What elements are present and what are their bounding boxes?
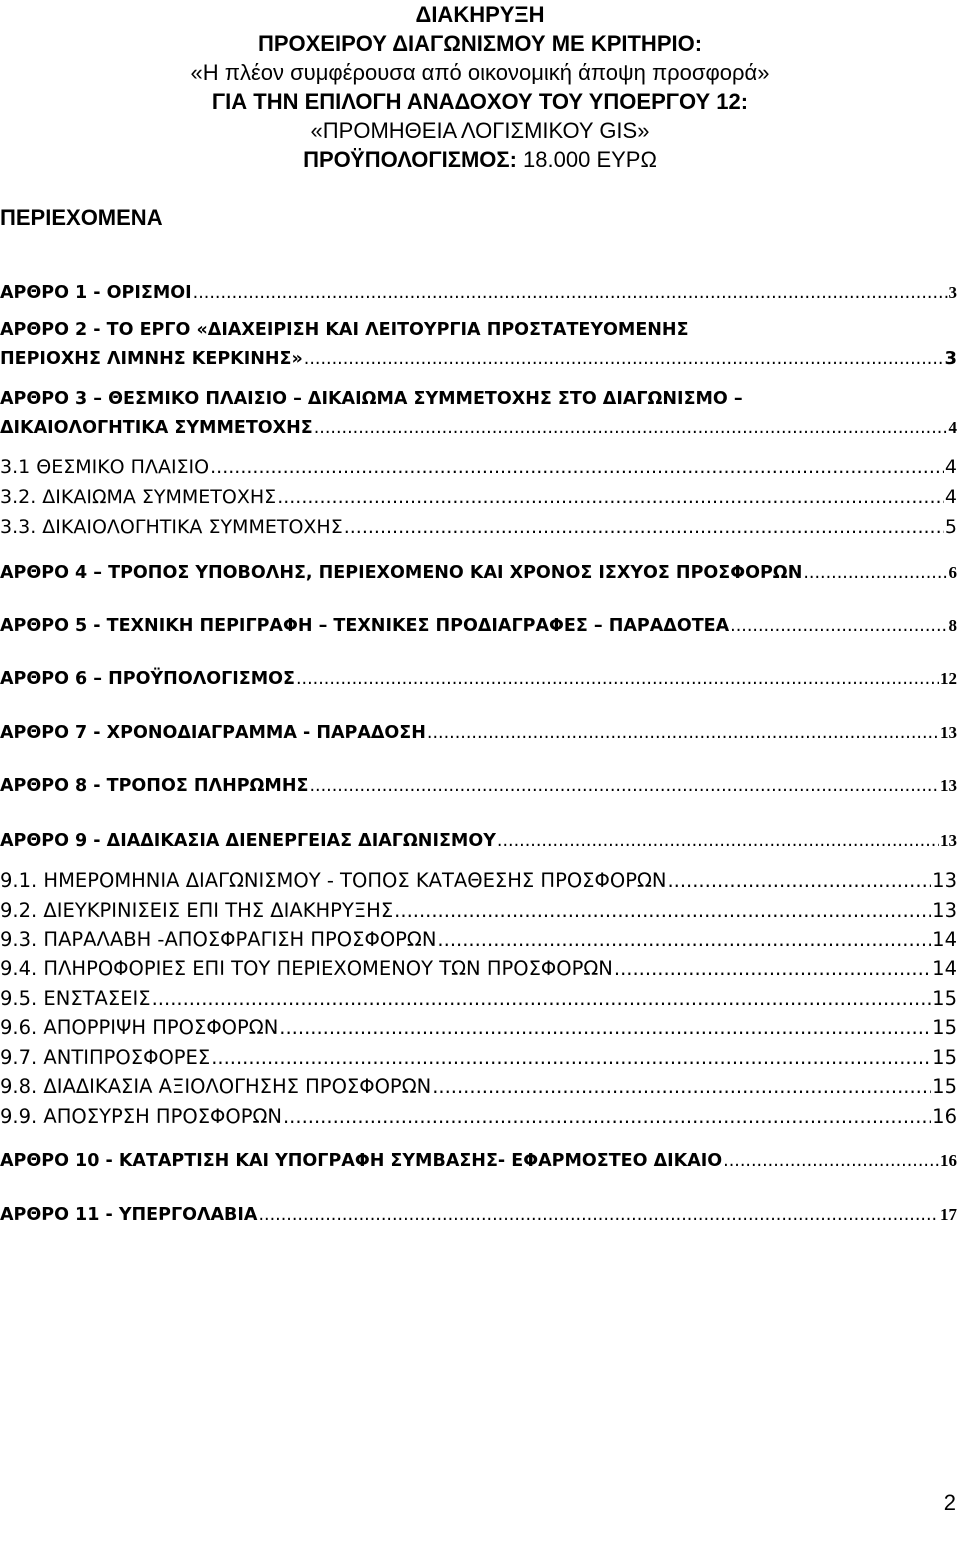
toc-entry[interactable] xyxy=(0,721,957,745)
toc-entry-page: 5 xyxy=(944,516,957,538)
toc-leader xyxy=(283,1105,931,1129)
toc-entry[interactable] xyxy=(0,1016,957,1040)
toc-entry-text: ΑΡΘΡΟ 10 - ΚΑΤΑΡΤΙΣΗ ΚΑΙ ΥΠΟΓΡΑΦΗ ΣΥΜΒΑΣΗΣ- ΕΦΑΡΜΟΣΤΕΟ ΔΙΚΑΙΟ xyxy=(0,1151,723,1171)
toc-entry-text: 9.2. ΔΙΕΥΚΡΙΝΙΣΕΙΣ ΕΠΙ ΤΗΣ ΔΙΑΚΗΡΥΞΗΣ xyxy=(0,899,394,922)
toc-entry-page: 15 xyxy=(932,1075,957,1098)
toc-entry-text: 9.6. ΑΠΟΡΡΙΨΗ ΠΡΟΣΦΟΡΩΝ xyxy=(0,1016,279,1039)
toc-entry[interactable] xyxy=(0,281,957,305)
budget-value: 18.000 ΕΥΡΩ xyxy=(523,147,657,172)
toc-entry-text: ΑΡΘΡΟ 8 - ΤΡΟΠΟΣ ΠΛΗΡΩΜΗΣ xyxy=(0,776,309,796)
toc-entry-page: 13 xyxy=(932,899,957,922)
subproject-name: «ΠΡΟΜΗΘΕΙΑ ΛΟΓΙΣΜΙΚΟΥ GIS» xyxy=(310,118,650,143)
toc-entry-page: 13 xyxy=(940,723,957,742)
toc-leader xyxy=(296,667,939,691)
toc-leader xyxy=(210,455,944,479)
toc-entry[interactable] xyxy=(0,1105,957,1129)
toc-entry[interactable] xyxy=(0,1203,957,1227)
toc-entry[interactable] xyxy=(0,987,957,1011)
toc-entry[interactable] xyxy=(0,387,957,440)
toc-entry-page: 3 xyxy=(948,283,957,302)
toc-leader xyxy=(211,1046,931,1070)
toc-leader xyxy=(730,614,947,638)
toc-entry-page: 12 xyxy=(940,669,957,688)
toc-entry-page: 15 xyxy=(932,1016,957,1039)
toc-entry-page: 13 xyxy=(932,869,957,892)
toc-entry-text: 9.1. ΗΜΕΡΟΜΗΝΙΑ ΔΙΑΓΩΝΙΣΜΟΥ - ΤΟΠΟΣ ΚΑΤΑΘΕΣΗΣ ΠΡΟΣΦΟΡΩΝ xyxy=(0,869,667,892)
toc-entry-text: ΑΡΘΡΟ 1 - ΟΡΙΣΜΟΙ xyxy=(0,283,192,303)
toc-entry[interactable] xyxy=(0,561,957,585)
toc-leader xyxy=(314,416,948,440)
toc-entry-page: 15 xyxy=(932,1046,957,1069)
toc-entry-text: 9.9. ΑΠΟΣΥΡΣΗ ΠΡΟΣΦΟΡΩΝ xyxy=(0,1105,282,1128)
subproject-title: ΓΙΑ ΤΗΝ ΕΠΙΛΟΓΗ ΑΝΑΔΟΧΟΥ ΤΟΥ ΥΠΟΕΡΓΟΥ 12: xyxy=(211,89,749,114)
toc-leader xyxy=(803,561,947,585)
toc-leader xyxy=(427,721,939,745)
budget-label: ΠΡΟΫΠΟΛΟΓΙΣΜΟΣ: xyxy=(303,147,517,172)
toc-entry-text: 9.4. ΠΛΗΡΟΦΟΡΙΕΣ ΕΠΙ ΤΟΥ ΠΕΡΙΕΧΟΜΕΝΟΥ ΤΩΝ ΠΡΟΣΦΟΡΩΝ xyxy=(0,957,613,980)
toc-entry-page: 14 xyxy=(932,957,957,980)
toc-entry-page: 15 xyxy=(932,987,957,1010)
toc-entry[interactable] xyxy=(0,1149,957,1173)
toc-entry-text: 9.3. ΠΑΡΑΛΑΒΗ -ΑΠΟΣΦΡΑΓΙΣΗ ΠΡΟΣΦΟΡΩΝ xyxy=(0,928,437,951)
toc-entry-text: 3.3. ΔΙΚΑΙΟΛΟΓΗΤΙΚΑ ΣΥΜΜΕΤΟΧΗΣ xyxy=(0,516,343,538)
toc-entry-text: 3.1 ΘΕΣΜΙΚΟ ΠΛΑΙΣΙΟ xyxy=(0,456,210,478)
toc-entry-text: ΑΡΘΡΟ 3 – ΘΕΣΜΙΚΟ ΠΛΑΙΣΙΟ – ΔΙΚΑΙΩΜΑ ΣΥΜΜΕΤΟΧΗΣ ΣΤΟ ΔΙΑΓΩΝΙΣΜΟ – xyxy=(0,389,743,409)
toc-entry-text: ΑΡΘΡΟ 4 – ΤΡΟΠΟΣ ΥΠΟΒΟΛΗΣ, ΠΕΡΙΕΧΟΜΕΝΟ ΚΑΙ ΧΡΟΝΟΣ ΙΣΧΥΟΣ ΠΡΟΣΦΟΡΩΝ xyxy=(0,563,803,583)
toc-entry[interactable] xyxy=(0,774,957,798)
toc-entry-text: ΑΡΘΡΟ 2 - ΤΟ ΕΡΓΟ «ΔΙΑΧΕΙΡΙΣΗ ΚΑΙ ΛΕΙΤΟΥΡΓΙΑ ΠΡΟΣΤΑΤΕΥΟΜΕΝΗΣ xyxy=(0,320,689,340)
toc-entry[interactable] xyxy=(0,928,957,952)
toc-entry-page: 4 xyxy=(948,418,957,437)
toc-leader xyxy=(279,1016,931,1040)
toc-entry-page: 8 xyxy=(948,616,957,635)
toc-entry-text: ΑΡΘΡΟ 11 - ΥΠΕΡΓΟΛΑΒΙΑ xyxy=(0,1205,258,1225)
toc-entry-page: 13 xyxy=(940,831,957,850)
toc-entry-page: 4 xyxy=(944,486,957,508)
toc-leader xyxy=(667,869,931,893)
page-number: 2 xyxy=(943,1490,956,1515)
toc-entry-text: ΑΡΘΡΟ 9 - ΔΙΑΔΙΚΑΣΙΑ ΔΙΕΝΕΡΓΕΙΑΣ ΔΙΑΓΩΝΙΣΜΟΥ xyxy=(0,831,496,851)
toc-entry-page: 6 xyxy=(948,563,957,582)
toc-entry[interactable] xyxy=(0,455,957,479)
toc-entry-page: 13 xyxy=(940,776,957,795)
award-criterion: «Η πλέον συμφέρουσα από οικονομική άποψη προσφορά» xyxy=(190,60,770,85)
toc-entry[interactable] xyxy=(0,485,957,509)
toc-entry[interactable] xyxy=(0,667,957,691)
toc-entry-text: ΑΡΘΡΟ 5 - ΤΕΧΝΙΚΗ ΠΕΡΙΓΡΑΦΗ – ΤΕΧΝΙΚΕΣ ΠΡΟΔΙΑΓΡΑΦΕΣ – ΠΑΡΑΔΟΤΕΑ xyxy=(0,616,730,636)
toc-leader xyxy=(304,347,944,371)
toc-entry[interactable] xyxy=(0,515,957,539)
toc-leader xyxy=(309,774,939,798)
budget-line xyxy=(0,145,960,174)
toc-entry-page: 14 xyxy=(932,928,957,951)
document-title: ΔΙΑΚΗΡΥΞΗ xyxy=(415,2,545,27)
toc-entry-text-cont: ΠΕΡΙΟΧΗΣ ΛΙΜΝΗΣ ΚΕΡΚΙΝΗΣ» xyxy=(0,349,303,369)
toc-entry-text-cont: ΔΙΚΑΙΟΛΟΓΗΤΙΚΑ ΣΥΜΜΕΤΟΧΗΣ xyxy=(0,418,313,438)
toc-entry[interactable] xyxy=(0,318,957,371)
toc-entry-text: 9.7. ΑΝΤΙΠΡΟΣΦΟΡΕΣ xyxy=(0,1046,211,1069)
toc-leader xyxy=(723,1149,939,1173)
toc-leader xyxy=(152,987,932,1011)
toc-leader xyxy=(258,1203,939,1227)
tender-type: ΠΡΟΧΕΙΡΟΥ ΔΙΑΓΩΝΙΣΜΟΥ ΜΕ ΚΡΙΤΗΡΙΟ: xyxy=(257,31,703,56)
toc-leader xyxy=(394,899,931,923)
toc-entry-page: 4 xyxy=(944,456,957,478)
toc-entry[interactable] xyxy=(0,899,957,923)
toc-leader xyxy=(193,281,948,305)
toc-leader xyxy=(614,957,931,981)
toc-entry-page: 16 xyxy=(940,1151,957,1170)
toc-entry-text: ΑΡΘΡΟ 6 – ΠΡΟΫΠΟΛΟΓΙΣΜΟΣ xyxy=(0,669,295,689)
toc-leader xyxy=(497,829,939,853)
toc-entry-text: 9.8. ΔΙΑΔΙΚΑΣΙΑ ΑΞΙΟΛΟΓΗΣΗΣ ΠΡΟΣΦΟΡΩΝ xyxy=(0,1075,432,1098)
contents-title: ΠΕΡΙΕΧΟΜΕΝΑ xyxy=(0,205,163,230)
toc-entry-text: 9.5. ΕΝΣΤΑΣΕΙΣ xyxy=(0,987,151,1010)
toc-entry-page: 16 xyxy=(932,1105,957,1128)
toc-entry-text: 3.2. ΔΙΚΑΙΩΜΑ ΣΥΜΜΕΤΟΧΗΣ xyxy=(0,486,277,508)
toc-entry[interactable] xyxy=(0,1046,957,1070)
toc-entry[interactable] xyxy=(0,957,957,981)
toc-leader xyxy=(437,928,931,952)
toc-entry[interactable] xyxy=(0,829,957,853)
toc-entry-page: 3 xyxy=(944,348,957,369)
toc-entry-text: ΑΡΘΡΟ 7 - ΧΡΟΝΟΔΙΑΓΡΑΜΜΑ - ΠΑΡΑΔΟΣΗ xyxy=(0,723,426,743)
toc-leader xyxy=(344,515,944,539)
toc-leader xyxy=(432,1075,931,1099)
toc-leader xyxy=(277,485,944,509)
toc-entry[interactable] xyxy=(0,614,957,638)
toc-entry-page: 17 xyxy=(940,1205,957,1224)
toc-entry[interactable] xyxy=(0,1075,957,1099)
toc-entry[interactable] xyxy=(0,869,957,893)
